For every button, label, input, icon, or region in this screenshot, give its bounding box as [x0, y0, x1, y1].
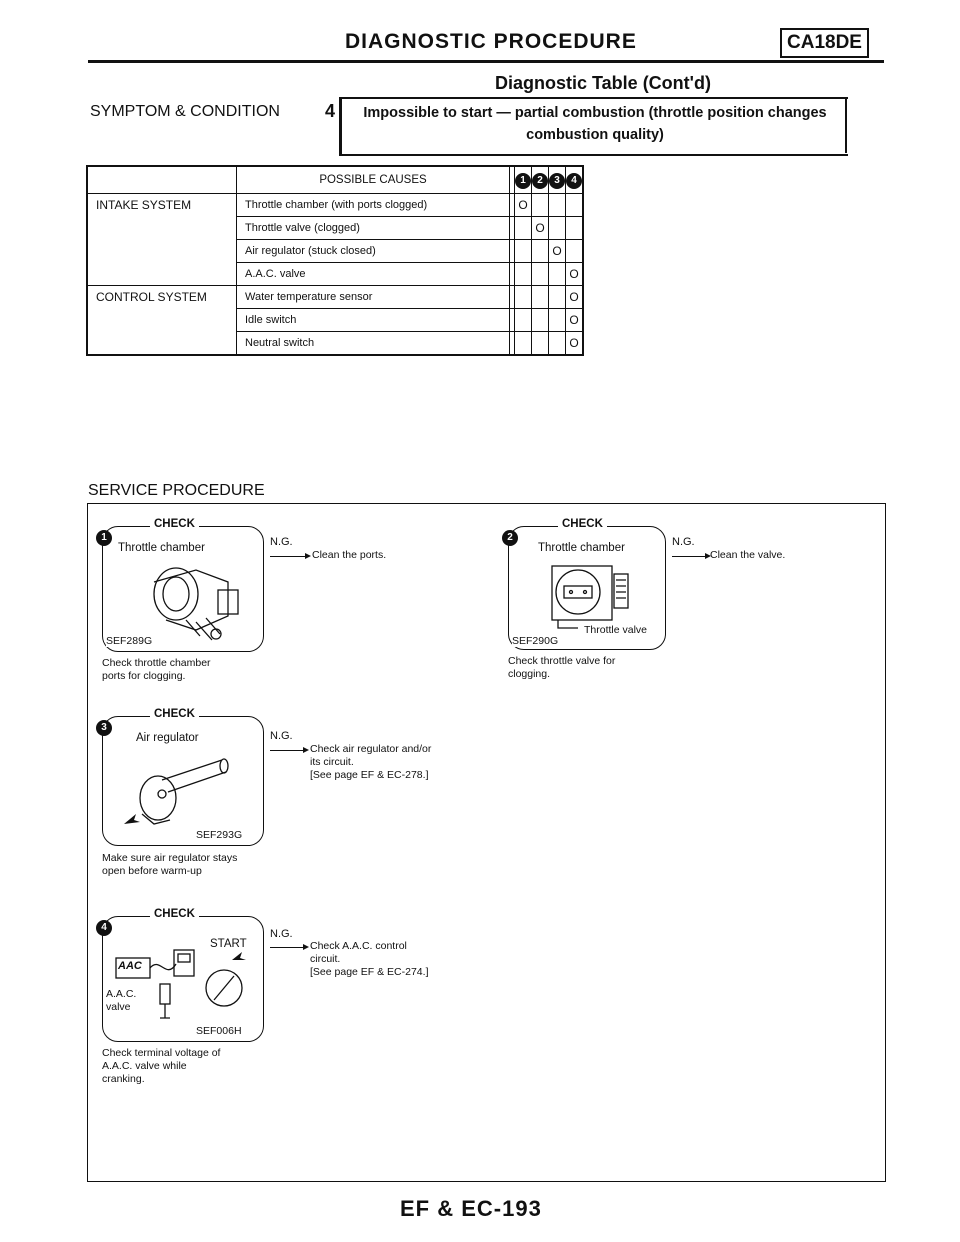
step-4-ng-arrow	[270, 947, 306, 948]
step-4-start-label: START	[210, 938, 247, 950]
step-3-number: 3	[96, 720, 112, 736]
step-2-ng-label: N.G.	[672, 536, 695, 548]
group-control-system: CONTROL SYSTEM	[87, 286, 237, 356]
table-row	[87, 286, 583, 309]
cause-cell: Water temperature sensor	[237, 286, 510, 309]
cause-cell: Throttle valve (clogged)	[237, 217, 510, 240]
model-badge: CA18DE	[780, 28, 869, 58]
step-number-4: 4	[566, 173, 582, 189]
step-1-action: Clean the ports.	[312, 549, 387, 561]
step-4-figure-code: SEF006H	[196, 1025, 242, 1037]
possible-causes-table	[86, 165, 584, 356]
step-3-action: Check air regulator and/or its circuit. [See page EF & EC-278.]	[310, 743, 432, 781]
symptom-number: 4	[325, 101, 336, 121]
step-1-title: Throttle chamber	[118, 542, 205, 554]
check-label: CHECK	[150, 518, 199, 530]
table-header-row	[87, 166, 583, 194]
mark-cell: O	[532, 217, 549, 240]
section-subtitle: Diagnostic Table (Cont'd)	[495, 73, 711, 93]
aac-valve-voltmeter-illustration	[114, 944, 262, 1026]
step-4-valve-label: valve	[106, 1001, 131, 1013]
cause-cell: Throttle chamber (with ports clogged)	[237, 194, 510, 217]
step-2-action: Clean the valve.	[710, 549, 786, 561]
step-2-ng-arrow	[672, 556, 708, 557]
table-row	[87, 194, 583, 217]
throttle-valve-illustration	[538, 558, 638, 630]
service-procedure-box	[87, 503, 886, 1182]
step-2-callout: Throttle valve	[584, 624, 648, 636]
mark-cell: O	[566, 309, 584, 332]
step-3-ng-label: N.G.	[270, 730, 293, 742]
cause-cell: Air regulator (stuck closed)	[237, 240, 510, 263]
mark-cell: O	[549, 240, 566, 263]
header-blank	[87, 166, 237, 194]
step-3-ng-arrow	[270, 750, 306, 751]
cause-cell: A.A.C. valve	[237, 263, 510, 286]
step-number-1: 1	[515, 173, 531, 189]
air-regulator-illustration	[122, 750, 242, 830]
step-number-3: 3	[549, 173, 565, 189]
mark-cell: O	[515, 194, 532, 217]
service-procedure-title: SERVICE PROCEDURE	[88, 482, 265, 499]
step-1-number: 1	[96, 530, 112, 546]
step-number-2: 2	[532, 173, 548, 189]
condition-line-1: Impossible to start — partial combustion (throttle position changes	[363, 105, 827, 121]
check-label: CHECK	[150, 908, 199, 920]
step-4-action: Check A.A.C. control circuit. [See page EF & EC-274.]	[310, 940, 429, 978]
check-label: CHECK	[558, 518, 607, 530]
step-1-ng-label: N.G.	[270, 536, 293, 548]
step-3-description: Make sure air regulator stays open before warm-up	[102, 852, 238, 877]
step-2-number: 2	[502, 530, 518, 546]
mark-cell: O	[566, 332, 584, 356]
mark-cell: O	[566, 286, 584, 309]
step-4-description: Check terminal voltage of A.A.C. valve while cranking.	[102, 1047, 221, 1085]
group-intake-system: INTAKE SYSTEM	[87, 194, 237, 286]
step-1-figure-code: SEF289G	[106, 635, 153, 647]
step-4-aac-label: A.A.C.	[106, 988, 137, 1000]
check-label: CHECK	[150, 708, 199, 720]
page-number: EF & EC-193	[400, 1196, 542, 1221]
step-3-figure-code: SEF293G	[196, 829, 243, 841]
throttle-chamber-illustration	[136, 560, 248, 644]
step-4-number: 4	[96, 920, 112, 936]
condition-line-2: combustion quality)	[526, 127, 664, 143]
step-3-title: Air regulator	[136, 732, 199, 744]
step-1-description: Check throttle chamber ports for clogging.	[102, 657, 211, 682]
symptom-label: SYMPTOM & CONDITION	[90, 103, 280, 120]
step-2-description: Check throttle valve for clogging.	[508, 655, 616, 680]
step-1-ng-arrow	[270, 556, 308, 557]
condition-box-edge	[845, 97, 847, 153]
step-4-ng-label: N.G.	[270, 928, 293, 940]
cause-cell: Neutral switch	[237, 332, 510, 356]
step-2-title: Throttle chamber	[538, 542, 625, 554]
step-2-figure-code: SEF290G	[512, 635, 559, 647]
condition-box	[339, 97, 848, 156]
table-header-causes: POSSIBLE CAUSES	[237, 166, 510, 194]
page-title: DIAGNOSTIC PROCEDURE	[345, 30, 637, 53]
mark-cell: O	[566, 263, 584, 286]
step-4-aac-tag: AAC	[118, 960, 142, 972]
header-rule	[88, 60, 884, 63]
cause-cell: Idle switch	[237, 309, 510, 332]
